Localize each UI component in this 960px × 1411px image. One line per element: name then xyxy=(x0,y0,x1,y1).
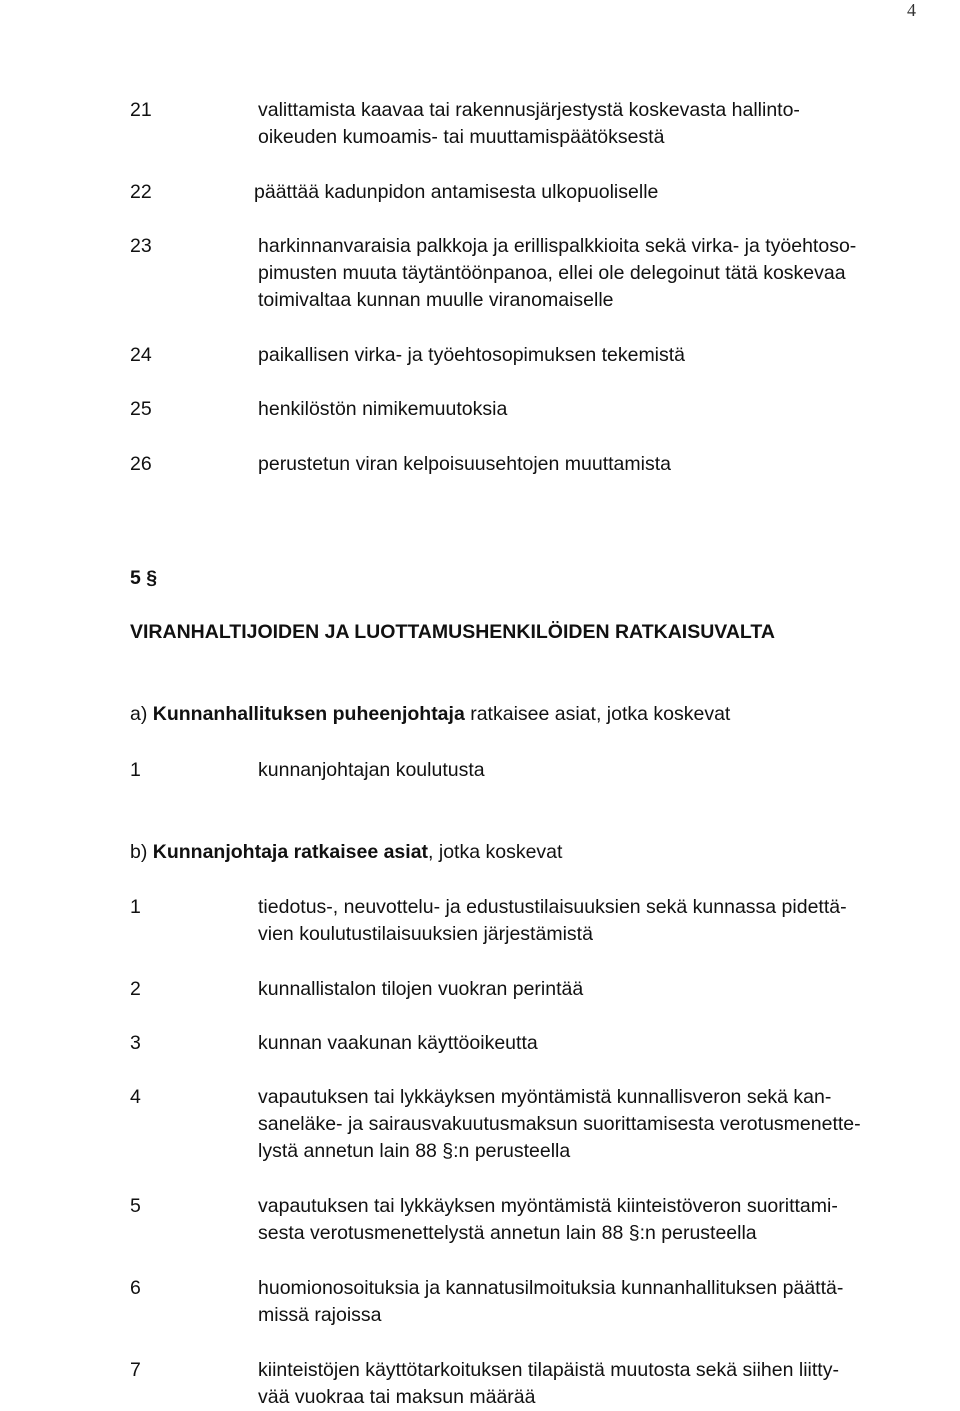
item-text-line: toimivaltaa kunnan muulle viranomaiselle xyxy=(258,289,614,311)
item-text-line: valittamista kaavaa tai rakennusjärjestystä koskevasta hallinto- xyxy=(258,99,800,121)
item-text-line: kunnan vaakunan käyttöoikeutta xyxy=(258,1032,538,1054)
item-number: 24 xyxy=(130,344,152,366)
item-number: 21 xyxy=(130,99,152,121)
item-text-line: saneläke- ja sairausvakuutusmaksun suorittamisesta verotusmenette- xyxy=(258,1113,861,1135)
item-text-line: henkilöstön nimikemuutoksia xyxy=(258,398,508,420)
section-title: VIRANHALTIJOIDEN JA LUOTTAMUSHENKILÖIDEN RATKAISUVALTA xyxy=(130,621,775,643)
item-text-line: tiedotus-, neuvottelu- ja edustustilaisuuksien sekä kunnassa pidettä- xyxy=(258,896,847,918)
item-text-line: sesta verotusmenettelystä annetun lain 88 §:n perusteella xyxy=(258,1222,757,1244)
item-number: 23 xyxy=(130,235,152,257)
item-text-line: missä rajoissa xyxy=(258,1304,382,1326)
item-number: 2 xyxy=(130,978,141,1000)
item-text-line: vää vuokraa tai maksun määrää xyxy=(258,1386,536,1408)
item-text-line: paikallisen virka- ja työehtosopimuksen tekemistä xyxy=(258,344,686,366)
item-number: 26 xyxy=(130,453,152,475)
part-a-rest: ratkaisee asiat, jotka koskevat xyxy=(464,703,731,725)
item-number: 6 xyxy=(130,1277,141,1299)
part-a-subject: Kunnanhallituksen puheenjohtaja xyxy=(152,703,465,725)
item-text-line: pimusten muuta täytäntöönpanoa, ellei ole delegoinut tätä koskevaa xyxy=(258,262,846,284)
item-number: 7 xyxy=(130,1359,141,1381)
item-text-line: kiinteistöjen käyttötarkoituksen tilapäistä muutosta sekä siihen liitty- xyxy=(258,1359,839,1381)
item-number: 3 xyxy=(130,1032,141,1054)
part-b-subject: Kunnanjohtaja ratkaisee asiat xyxy=(152,841,429,863)
part-b-rest: , jotka koskevat xyxy=(428,841,563,863)
item-text-line: kunnanjohtajan koulutusta xyxy=(258,759,485,781)
item-text-line: vapautuksen tai lykkäyksen myöntämistä kiinteistöveron suorittami- xyxy=(258,1195,838,1217)
item-number: 25 xyxy=(130,398,152,420)
item-text-line: kunnallistalon tilojen vuokran perintää xyxy=(258,978,584,1000)
item-text-line: lystä annetun lain 88 §:n perusteella xyxy=(258,1140,571,1162)
item-text-line: vapautuksen tai lykkäyksen myöntämistä kunnallisveron sekä kan- xyxy=(258,1086,832,1108)
item-number: 22 xyxy=(130,181,152,203)
part-b-prefix: b) xyxy=(130,841,153,863)
page-number: 4 xyxy=(907,0,916,20)
item-text-line: harkinnanvaraisia palkkoja ja erillispalkkioita sekä virka- ja työehtoso- xyxy=(258,235,857,257)
item-text-line: päättää kadunpidon antamisesta ulkopuoliselle xyxy=(254,181,659,203)
section-number: 5 § xyxy=(130,567,158,589)
item-text-line: huomionosoituksia ja kannatusilmoituksia kunnanhallituksen päättä- xyxy=(258,1277,844,1299)
item-text-line: oikeuden kumoamis- tai muuttamispäätöksestä xyxy=(258,126,665,148)
part-a-intro xyxy=(130,701,730,728)
item-number: 4 xyxy=(130,1086,141,1108)
part-a-prefix: a) xyxy=(130,703,153,725)
item-text-line: vien koulutustilaisuuksien järjestämistä xyxy=(258,923,593,945)
part-b-intro xyxy=(130,839,562,866)
item-number: 5 xyxy=(130,1195,141,1217)
item-number: 1 xyxy=(130,759,141,781)
item-text-line: perustetun viran kelpoisuusehtojen muuttamista xyxy=(258,453,671,475)
item-number: 1 xyxy=(130,896,141,918)
